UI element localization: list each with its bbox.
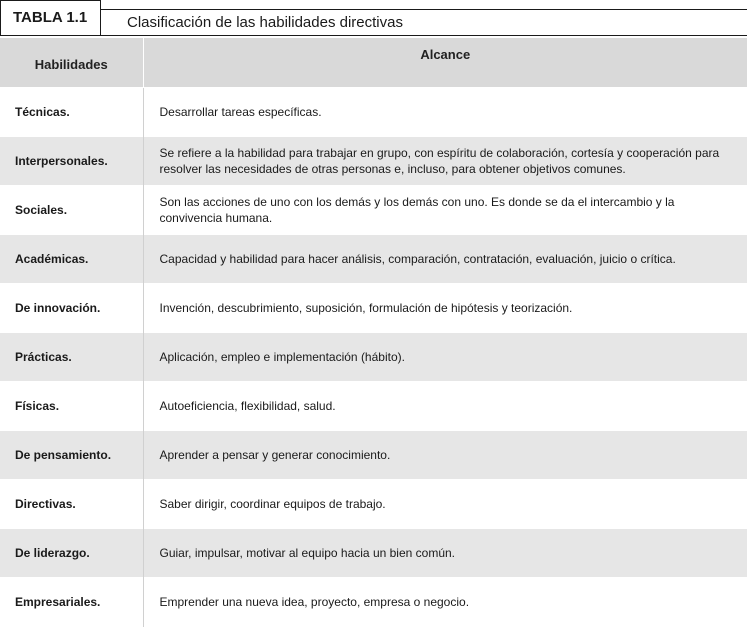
table-row xyxy=(0,88,747,137)
skill-name: Interpersonales. xyxy=(0,137,143,186)
skills-table xyxy=(0,38,747,627)
skill-name: Sociales. xyxy=(0,186,143,235)
skill-name: Empresariales. xyxy=(0,578,143,627)
skill-scope: Invención, descubrimiento, suposición, formulación de hipótesis y teorización. xyxy=(143,284,747,333)
skill-scope: Desarrollar tareas específicas. xyxy=(143,88,747,137)
table-row xyxy=(0,333,747,382)
table-row xyxy=(0,480,747,529)
table-row xyxy=(0,186,747,235)
skill-scope: Saber dirigir, coordinar equipos de trabajo. xyxy=(143,480,747,529)
skill-scope: Autoeficiencia, flexibilidad, salud. xyxy=(143,382,747,431)
column-header-scope: Alcance xyxy=(143,38,747,88)
table-row xyxy=(0,529,747,578)
table-title-bar xyxy=(0,0,747,38)
skill-name: Físicas. xyxy=(0,382,143,431)
skill-name: De innovación. xyxy=(0,284,143,333)
skill-scope: Aplicación, empleo e implementación (hábito). xyxy=(143,333,747,382)
skill-scope: Se refiere a la habilidad para trabajar en grupo, con espíritu de colaboración, cortesía y cooperación para resolver las necesidades de otras personas e, incluso, para obtener objetivos comunes. xyxy=(143,137,747,186)
table-number-label: TABLA 1.1 xyxy=(0,0,101,36)
table-row xyxy=(0,235,747,284)
table-header-row xyxy=(0,38,747,88)
table-row xyxy=(0,137,747,186)
table-row xyxy=(0,578,747,627)
skill-scope: Aprender a pensar y generar conocimiento. xyxy=(143,431,747,480)
skill-name: Técnicas. xyxy=(0,88,143,137)
table-caption: Clasificación de las habilidades directivas xyxy=(101,9,747,36)
skill-scope: Son las acciones de uno con los demás y los demás con uno. Es donde se da el intercambio y la convivencia humana. xyxy=(143,186,747,235)
table-row xyxy=(0,284,747,333)
skill-scope: Emprender una nueva idea, proyecto, empresa o negocio. xyxy=(143,578,747,627)
skill-name: De pensamiento. xyxy=(0,431,143,480)
skill-name: De liderazgo. xyxy=(0,529,143,578)
column-header-skills: Habilidades xyxy=(0,38,143,88)
skill-scope: Capacidad y habilidad para hacer análisis, comparación, contratación, evaluación, juicio o crítica. xyxy=(143,235,747,284)
skill-name: Académicas. xyxy=(0,235,143,284)
skill-scope: Guiar, impulsar, motivar al equipo hacia un bien común. xyxy=(143,529,747,578)
skill-name: Directivas. xyxy=(0,480,143,529)
skill-name: Prácticas. xyxy=(0,333,143,382)
table-row xyxy=(0,382,747,431)
table-row xyxy=(0,431,747,480)
